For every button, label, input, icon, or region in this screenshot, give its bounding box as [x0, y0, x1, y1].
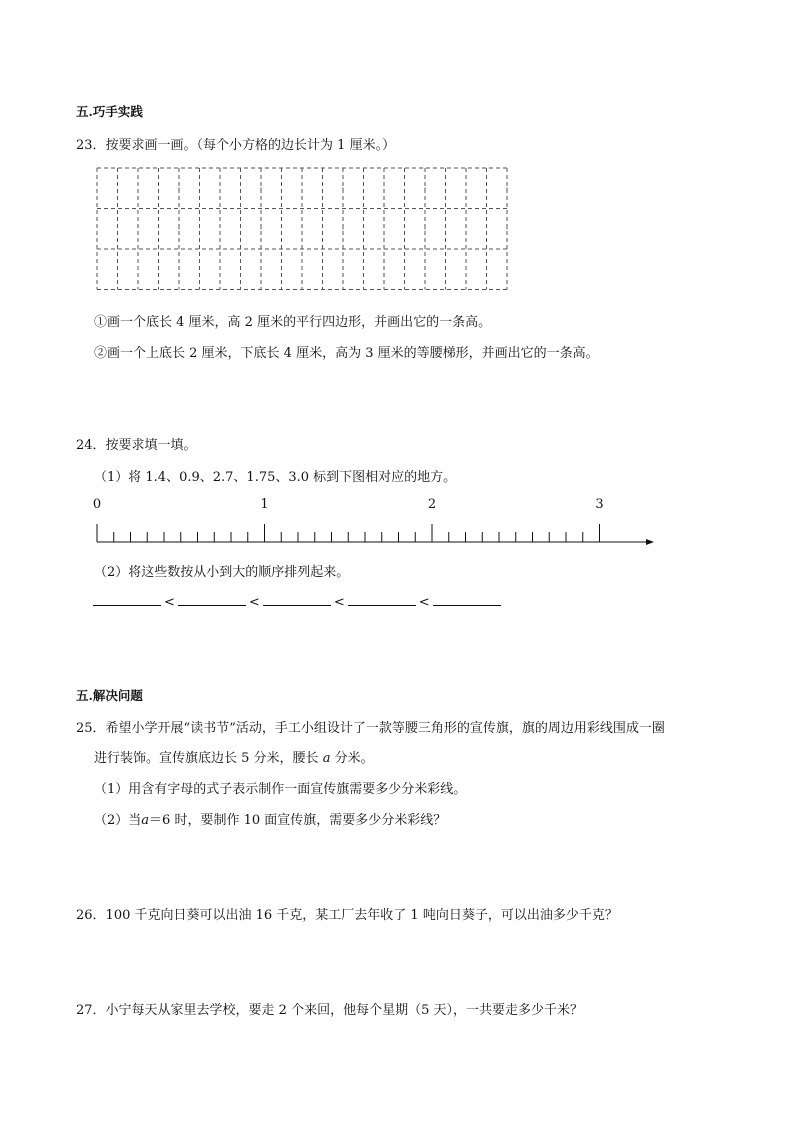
- question-25-line-2-a: 进行装饰。宣传旗底边长 5 分米，腰长: [94, 751, 319, 766]
- answer-blank-3[interactable]: [263, 591, 331, 606]
- grid-dot: [178, 228, 180, 230]
- tick-label: 0: [92, 497, 102, 512]
- question-25-sub-1: （1）用含有字母的式子表示制作一面宣传旗需要多少分米彩线。: [94, 782, 467, 797]
- grid-dot: [260, 268, 262, 270]
- question-25-line-2-b: 分米。: [334, 751, 374, 766]
- question-24-sub-1: （1）将 1.4、0.9、2.7、1.75、3.0 标到下图相对应的地方。: [94, 470, 457, 485]
- question-23-sub-1: ①画一个底长 4 厘米，高 2 厘米的平行四边形，并画出它的一条高。: [94, 315, 492, 330]
- section-title-practice: 五.巧手实践: [76, 104, 143, 119]
- ordering-blanks-row: [93, 591, 501, 610]
- grid-dot: [342, 268, 344, 270]
- answer-blank-1[interactable]: [93, 591, 161, 606]
- question-25-line-2: [94, 747, 374, 766]
- question-23-stem: 23．按要求画一画。（每个小方格的边长计为 1 厘米。）: [76, 138, 396, 153]
- tick-label: 2: [427, 497, 437, 512]
- question-25-sub-2-a: （2）当: [94, 813, 142, 828]
- question-23-sub-2: ②画一个上底长 2 厘米，下底长 4 厘米，高为 3 厘米的等腰梯形，并画出它的一条高。: [94, 346, 599, 361]
- variable-a: a: [141, 813, 150, 828]
- grid-dot: [424, 228, 426, 230]
- grid-dot: [260, 228, 262, 230]
- question-24-sub-2: （2）将这些数按从小到大的顺序排列起来。: [94, 565, 350, 580]
- grid-dot: [506, 187, 508, 189]
- dashed-square-grid: [96, 166, 510, 290]
- tick-label: 1: [260, 497, 269, 512]
- question-25-line-1: 25．希望小学开展“读书节”活动，手工小组设计了一款等腰三角形的宣传旗，旗的周边用彩线围成一圈: [76, 721, 665, 736]
- question-26: 26．100 千克向日葵可以出油 16 千克，某工厂去年收了 1 吨向日葵子，可以出油多少千克？: [76, 908, 618, 923]
- less-than-sign: <: [248, 595, 260, 610]
- question-27: 27．小宁每天从家里去学校，要走 2 个来回，他每个星期（5 天），一共要走多少千米？: [76, 1003, 583, 1018]
- less-than-sign: <: [333, 595, 345, 610]
- grid-dot: [178, 268, 180, 270]
- grid-dot: [342, 228, 344, 230]
- question-25-sub-2: [94, 809, 446, 828]
- grid-dot: [506, 228, 508, 230]
- number-line-arrow: [646, 539, 654, 545]
- answer-blank-2[interactable]: [178, 591, 246, 606]
- answer-blank-5[interactable]: [433, 591, 501, 606]
- grid-dot: [178, 187, 180, 189]
- question-24-stem: 24．按要求填一填。: [76, 438, 197, 453]
- section-title-problems: 五.解决问题: [76, 688, 143, 703]
- grid-dot: [342, 187, 344, 189]
- answer-blank-4[interactable]: [348, 591, 416, 606]
- variable-a: a: [322, 751, 331, 766]
- grid-dot: [260, 187, 262, 189]
- question-25-sub-2-b: ＝6 时，要制作 10 面宣传旗，需要多少分米彩线？: [149, 813, 447, 828]
- less-than-sign: <: [418, 595, 430, 610]
- tick-label: 3: [595, 497, 604, 512]
- grid-dot: [506, 268, 508, 270]
- grid-dot: [424, 268, 426, 270]
- number-line: [88, 492, 668, 552]
- less-than-sign: <: [164, 595, 175, 610]
- grid-dot: [424, 187, 426, 189]
